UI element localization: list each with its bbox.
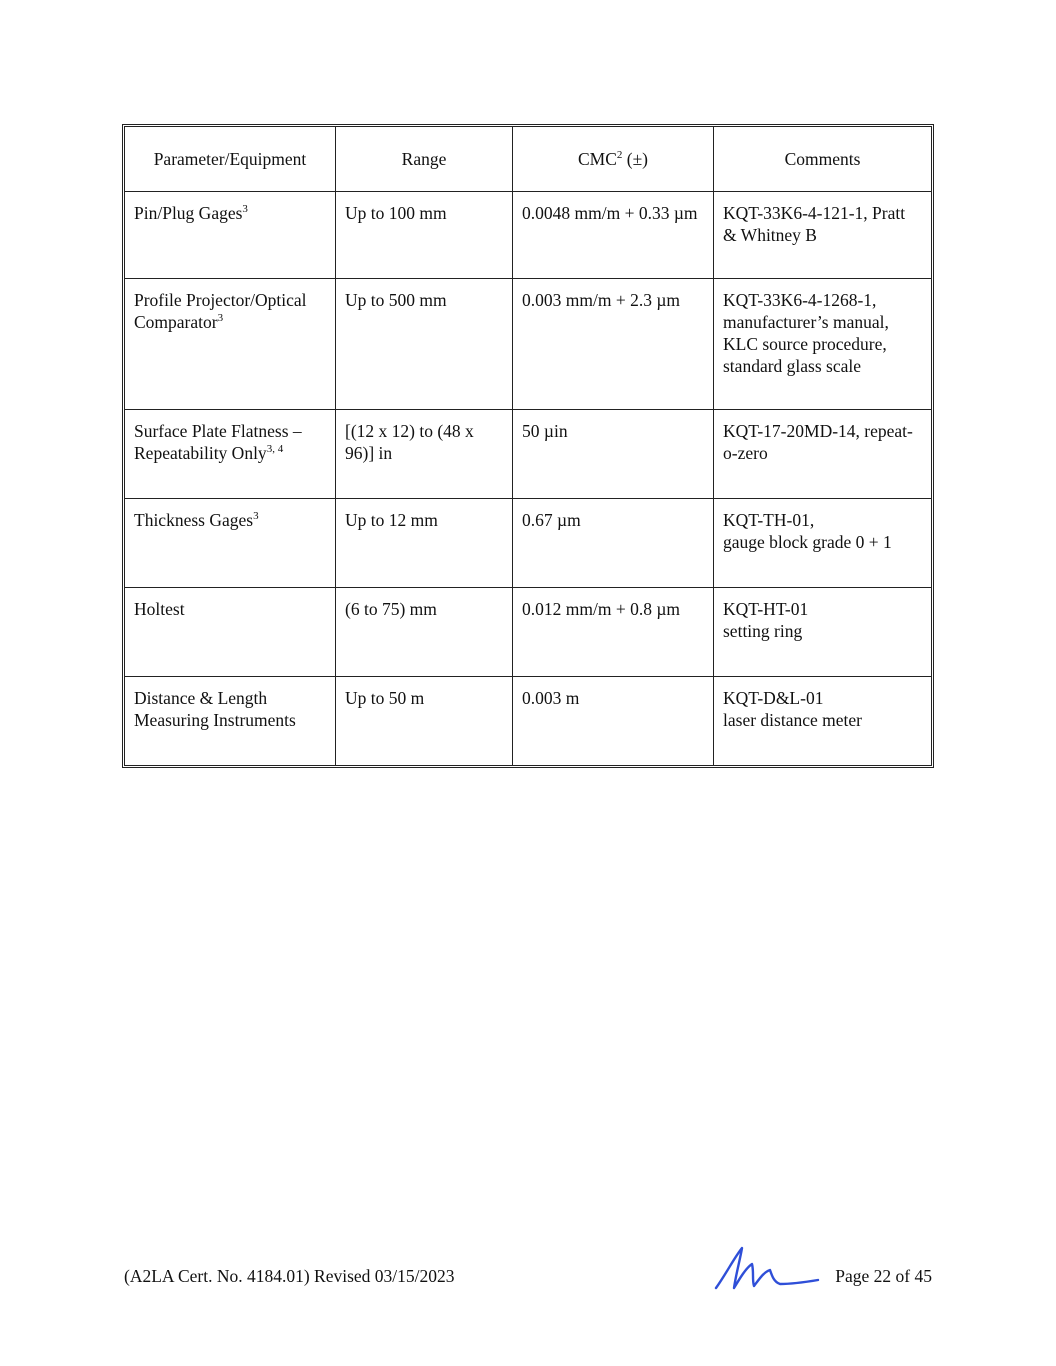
table-row [125,410,931,499]
header-comments: Comments [714,127,932,192]
comments-line1: KQT-D&L-01 [723,688,824,708]
table-row [125,677,931,766]
cell-range: Up to 100 mm [336,192,513,279]
cell-comments: KQT-17-20MD-14, repeat-o-zero [714,410,932,499]
parameter-sup: 3, 4 [266,443,284,456]
parameter-text: Profile Projector/Optical Comparator [134,290,307,332]
comments-line2: gauge block grade 0 + 1 [723,532,892,552]
cell-comments [714,499,932,588]
header-cmc-sup: 2 [616,149,623,162]
cell-cmc: 0.012 mm/m + 0.8 µm [513,588,714,677]
table-row [125,499,931,588]
comments-line2: laser distance meter [723,710,862,730]
cell-parameter [125,499,336,588]
cell-cmc: 0.67 µm [513,499,714,588]
header-range: Range [336,127,513,192]
accreditation-table [122,124,934,768]
cell-range: [(12 x 12) to (48 x 96)] in [336,410,513,499]
cell-cmc: 0.003 m [513,677,714,766]
header-cmc-suffix: (±) [622,149,649,169]
cell-parameter [125,677,336,766]
parameter-text: Distance & Length Measuring Instruments [134,688,296,730]
cell-range: Up to 50 m [336,677,513,766]
parameter-text: Pin/Plug Gages [134,203,243,223]
parameter-sup: 3 [217,312,224,325]
parameter-text: Surface Plate Flatness – Repeatability Only [134,421,302,463]
cell-cmc: 50 µin [513,410,714,499]
cell-cmc: 0.003 mm/m + 2.3 µm [513,279,714,410]
cell-range: Up to 12 mm [336,499,513,588]
table-row [125,279,931,410]
cell-parameter [125,410,336,499]
cell-comments: KQT-33K6-4-1268-1, manufacturer’s manual, KLC source procedure, standard glass scale [714,279,932,410]
header-parameter: Parameter/Equipment [125,127,336,192]
table-row [125,192,931,279]
parameter-text: Thickness Gages [134,510,254,530]
cell-comments [714,677,932,766]
scope-table [125,127,931,765]
cell-range: (6 to 75) mm [336,588,513,677]
table-row [125,588,931,677]
comments-line2: setting ring [723,621,803,641]
cell-parameter [125,192,336,279]
comments-line1: KQT-TH-01, [723,510,815,530]
comments-line1: KQT-HT-01 [723,599,809,619]
page-number: Page 22 of 45 [835,1266,932,1286]
cell-range: Up to 500 mm [336,279,513,410]
certificate-footer: (A2LA Cert. No. 4184.01) Revised 03/15/2023 [124,1266,455,1286]
cell-cmc: 0.0048 mm/m + 0.33 µm [513,192,714,279]
signature-icon [712,1244,820,1294]
header-cmc [513,127,714,192]
header-cmc-text: CMC [577,149,617,169]
cell-comments [714,588,932,677]
cell-parameter [125,279,336,410]
cell-parameter [125,588,336,677]
parameter-sup: 3 [253,510,259,523]
cell-comments: KQT-33K6-4-121-1, Pratt & Whitney B [714,192,932,279]
parameter-text: Holtest [134,599,185,619]
parameter-sup: 3 [242,203,248,216]
header-row [125,127,931,192]
